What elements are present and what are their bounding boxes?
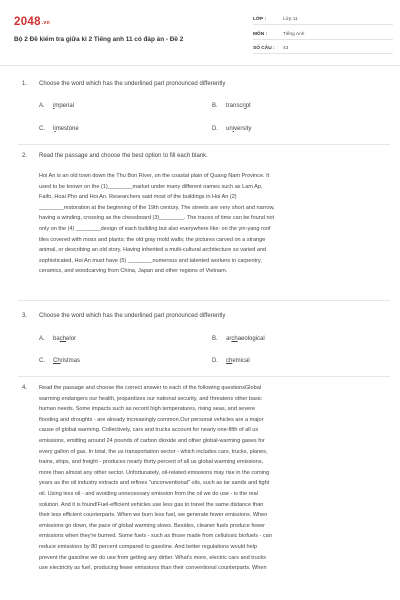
passage-line: animal, or describing an old story. Having inherited a multi-cultural architecture so varied and [39, 247, 267, 254]
meta-question-count [253, 44, 393, 54]
option-text-post: mperial [54, 103, 75, 109]
option-text-post: emical [232, 358, 250, 364]
passage-line: flooding and droughts - are already increasingly common.Our personal vehicles are a major [39, 416, 264, 423]
underlined-part: ch [59, 336, 67, 342]
divider [253, 24, 393, 25]
option-b[interactable] [212, 336, 265, 342]
passage-line: years as the oil industry extracts and refines "unconventional" oils, such as tar sands and tight [39, 480, 270, 487]
divider [253, 53, 393, 54]
passage-line: more than almost any other sector. Unfortunately, oil-related emissions may rise in the coming [39, 469, 270, 476]
option-letter: C. [39, 358, 45, 364]
question-stem: Read the passage and choose the best option to fill each blank. [39, 153, 208, 159]
question-number: 3. [22, 313, 28, 319]
logo-text: 2048 [14, 16, 41, 28]
option-text-pre: l [53, 126, 55, 132]
underlined-part: i [54, 126, 56, 132]
option-text-pre: un [226, 126, 233, 132]
question-stem: Choose the word which has the underlined part pronounced differently [39, 313, 226, 319]
meta-grade-key: LỚP : [253, 17, 267, 22]
meta-subject [253, 30, 393, 40]
question-number: 2. [22, 153, 28, 159]
question-number: 1. [22, 81, 28, 87]
passage-line: ceramics, and woodcarving from China, Japan and other regions of Vietnam. [39, 268, 228, 275]
option-text-pre: ar [226, 336, 232, 342]
meta-count-key: SỐ CÂU : [253, 46, 275, 51]
reading-passage [39, 383, 381, 574]
option-c[interactable] [39, 358, 80, 364]
underlined-part: ch [231, 336, 238, 342]
passage-line: emissions go down, the pace of global warming slows. Besides, cleaner fuels produce fewer [39, 522, 266, 529]
logo-domain: .vn [41, 20, 50, 26]
passage-line: emissions when they're burned. Some fuels - such as those made from cellulosic biofuels - can [39, 533, 272, 540]
option-letter: A. [39, 336, 45, 342]
option-text-post: pt [245, 103, 251, 109]
header-divider [0, 65, 400, 66]
passage-line: having a winding, crossing as the chessboard (3)________. The traces of time can be found not [39, 215, 275, 222]
passage-line: emissions, emitting around 24 pounds of carbon dioxide and other global-warming gases for [39, 437, 265, 444]
passage-line: reduce emissions by 80 percent compared to gasoline. And better regulations would help [39, 543, 258, 550]
passage-line: trains, ships, and freight - produces nearly thirty percent of all us global warming emissions, [39, 459, 264, 466]
option-text-pre: ba [53, 336, 60, 342]
option-d[interactable] [212, 126, 251, 132]
underlined-part: i [232, 126, 235, 132]
passage-line: Read the passage and choose the correct answer to each of the following questionsGlobal [39, 385, 262, 391]
passage-line: cause of global warming. Collectively, cars and trucks account for nearly one-fifth of all us [39, 427, 259, 434]
site-logo[interactable] [14, 16, 50, 28]
passage-line: only on the (4) ________design of each building but also everywhere like: on the yin-yang roof [39, 225, 271, 232]
option-c[interactable] [39, 126, 79, 132]
underlined-part: ch [226, 358, 233, 364]
option-letter: D. [212, 358, 218, 364]
underlined-part: Ch [53, 358, 61, 364]
option-text-post: ristmas [60, 358, 81, 364]
passage-line: use electricity as fuel, producing fewer emissions than their conventional counterparts. When [39, 565, 267, 572]
passage-line: solution. And it is found!Fuel-efficient vehicles use less gas to travel the same distance than [39, 501, 264, 508]
passage-line: sophisticated, Hoi An must have (5) ________numerous and talented workers in carpentry, [39, 257, 262, 264]
option-text-post: elor [66, 336, 77, 342]
underlined-part: i [244, 103, 246, 109]
passage-line: tiles covered with moss and plants; the old gray mold walls; the pictures carved on a strange [39, 236, 266, 243]
meta-count-value: 43 [283, 46, 289, 51]
passage-line: every gallon of gas. In total, the us transportation sector - which includes cars, trucks, planes, [39, 448, 268, 455]
question-number: 4. [22, 385, 28, 391]
document-title: Bộ 2 Đề kiểm tra giữa kì 2 Tiếng anh 11 có đáp án - Đề 2 [14, 36, 184, 43]
passage-line: their less efficient counterparts. When we burn less fuel, we generate fewer emissions. When [39, 512, 268, 519]
option-d[interactable] [212, 358, 250, 364]
divider [253, 39, 393, 40]
underlined-part: i [53, 103, 55, 109]
option-letter: B. [212, 336, 218, 342]
question-stem: Choose the word which has the underlined part pronounced differently [39, 81, 226, 87]
option-a[interactable] [39, 103, 74, 109]
passage-line: warming endangers our health, jeopardizes our national security, and threatens other basic [39, 395, 262, 402]
question-divider [18, 300, 390, 301]
meta-subject-key: MÔN : [253, 32, 268, 37]
option-text-pre: transcr [226, 103, 245, 109]
option-letter: A. [39, 103, 45, 109]
option-text-post: mestone [55, 126, 79, 132]
passage-line: prevent the gasoline we do use from getting any dirtier. What's more, electric cars and trucks [39, 554, 267, 561]
meta-grade-value: Lớp 11 [283, 17, 298, 22]
option-letter: D. [212, 126, 218, 132]
option-letter: C. [39, 126, 45, 132]
option-b[interactable] [212, 103, 251, 109]
option-text-post: versity [234, 126, 252, 132]
passage-line: used to be known on the (1)________market under many different names such as Lam Ap, [39, 183, 263, 190]
passage-line: Hoi An is an old town down the Thu Bon River, on the coastal plain of Quang Nam Province. It [39, 173, 270, 179]
passage-line: oil. Using less oil - and avoiding unnecessary emission from the oil we do use - is the real [39, 490, 258, 497]
meta-grade [253, 15, 393, 25]
option-text-post: aeological [237, 336, 265, 342]
option-letter: B. [212, 103, 218, 109]
option-a[interactable] [39, 336, 76, 342]
document-header [0, 0, 400, 62]
question-divider [18, 376, 390, 377]
passage-line: human needs. Some impacts such as record high temperatures, rising seas, and severe [39, 406, 256, 413]
passage-line: ________restoration at the beginning of the 19th century. The streets are very short and narrow, [39, 204, 275, 211]
question-divider [18, 144, 390, 145]
reading-passage [39, 171, 381, 277]
meta-subject-value: Tiếng Anh [283, 32, 305, 37]
passage-line: Faifo, Hoai Pho and Hoi An. Researchers said most of the buildings in Hoi An (2) [39, 194, 237, 201]
